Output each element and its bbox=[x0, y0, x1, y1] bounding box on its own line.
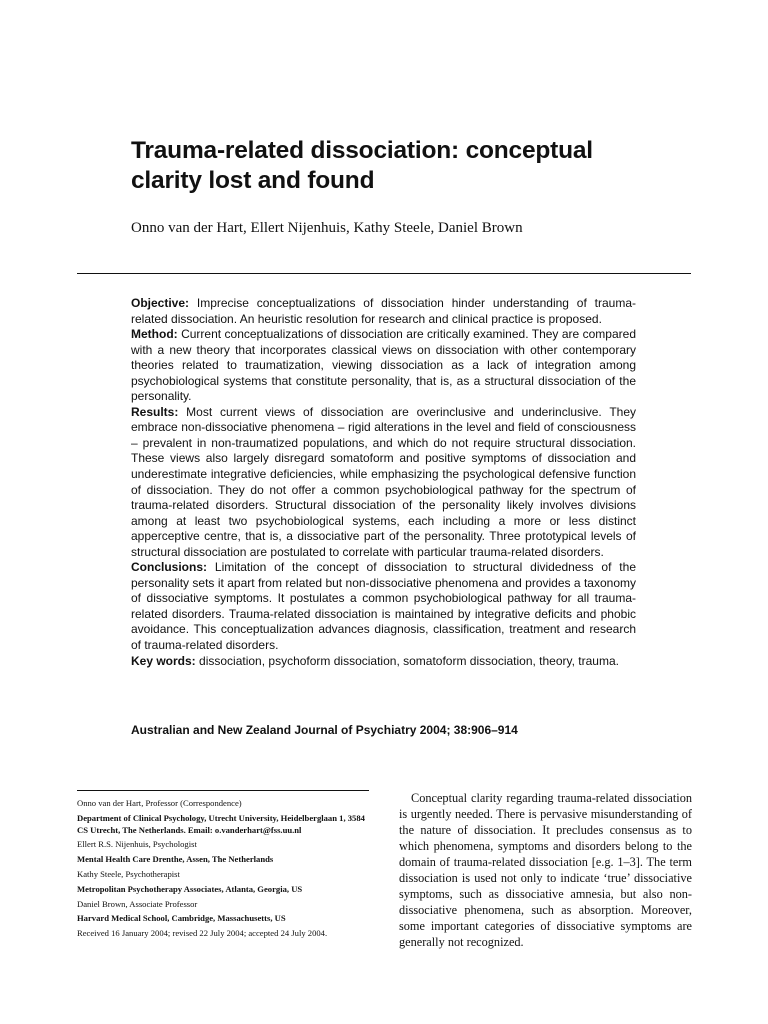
abstract-results bbox=[131, 405, 636, 560]
objective-text: Imprecise conceptualizations of dissociation hinder understanding of trauma-related dissociation. An heuristic resolution for research and clinical practice is proposed. bbox=[131, 296, 636, 326]
journal-citation: Australian and New Zealand Journal of Psychiatry 2004; 38:906–914 bbox=[131, 723, 518, 737]
conclusions-label: Conclusions: bbox=[131, 560, 208, 575]
abstract-conclusions bbox=[131, 560, 636, 653]
keywords-label: Key words: bbox=[131, 653, 196, 668]
abstract-keywords bbox=[131, 654, 636, 670]
abstract-objective bbox=[131, 296, 636, 327]
footnote-received-dates: Received 16 January 2004; revised 22 July 2004; accepted 24 July 2004. bbox=[77, 928, 328, 939]
body-paragraph: Conceptual clarity regarding trauma-related dissociation is urgently needed. There is pervasive misunderstanding of the nature of dissociation. It precludes consensus as to which phenomena, symptoms and disorders belong to the domain of trauma-related dissociation [e.g. 1–3]. The term dissociation is used not only to indicate ‘true’ dissociative symptoms, such as dissociative amnesia, but also non-dissociative phenomena, such as absorption. Moreover, some important categories of dissociative symptoms are generally not recognized. bbox=[399, 791, 692, 949]
footnote-author-4: Daniel Brown, Associate Professor bbox=[77, 898, 198, 909]
footnote-affiliation-2: Mental Health Care Drenthe, Assen, The Netherlands bbox=[77, 854, 274, 865]
method-label: Method: bbox=[131, 327, 178, 342]
footnote-author-2: Ellert R.S. Nijenhuis, Psychologist bbox=[77, 839, 197, 850]
body-text-column bbox=[399, 790, 692, 950]
footnote-author-1: Onno van der Hart, Professor (Correspondence) bbox=[77, 798, 242, 808]
keywords-text: dissociation, psychoform dissociation, somatoform dissociation, theory, trauma. bbox=[195, 653, 619, 668]
author-list: Onno van der Hart, Ellert Nijenhuis, Kathy Steele, Daniel Brown bbox=[131, 220, 523, 236]
method-text: Current conceptualizations of dissociation are critically examined. They are compared with a new theory that incorporates classical views on dissociation with other contemporary theories related to traumatization, viewing dissociation as a lack of integration among psychobiological systems that constitute personality, that is, as a structural dissociation of the personality. bbox=[131, 327, 636, 404]
footnote-affiliation-3: Metropolitan Psychotherapy Associates, Atlanta, Georgia, US bbox=[77, 883, 303, 894]
author-footnotes bbox=[77, 798, 375, 940]
footnote-affiliation-1: Department of Clinical Psychology, Utrecht University, Heidelberglaan 1, 3584 CS Utrecht, The Netherlands. Email: o.vanderhart@fss.uu.nl bbox=[77, 812, 365, 835]
abstract-method bbox=[131, 327, 636, 405]
abstract bbox=[131, 296, 636, 669]
footnote-author-3: Kathy Steele, Psychotherapist bbox=[77, 868, 180, 879]
article-title: Trauma-related dissociation: conceptual clarity lost and found bbox=[131, 137, 593, 194]
objective-label: Objective: bbox=[131, 296, 190, 310]
results-label: Results: bbox=[131, 404, 179, 419]
header-divider bbox=[77, 273, 691, 274]
footnote-divider bbox=[77, 790, 369, 791]
footnote-affiliation-4: Harvard Medical School, Cambridge, Massachusetts, US bbox=[77, 913, 286, 924]
conclusions-text: Limitation of the concept of dissociation to structural dividedness of the personality sets it apart from related but non-dissociative phenomena and provides a taxonomy of dissociative symptoms. It postulates a common psychobiological pathway for all trauma-related disorders. Trauma-related dissociation is maintained by integrative deficits and phobic avoidance. This conceptualization advances diagnosis, classification, treatment and research of trauma-related disorders. bbox=[131, 560, 636, 653]
results-text: Most current views of dissociation are overinclusive and underinclusive. They embrace non-dissociative phenomena – rigid alterations in the level and field of consciousness – prevalent in non-traumatized populations, and which do not require structural dissociation. These views also largely disregard somatoform and positive symptoms of dissociation and underestimate integrative deficiencies, while emphasizing the psychological defensive function of dissociation. They do not offer a common psychobiological pathway for the spectrum of trauma-related disorders. Structural dissociation of the personality likely involves divisions among at least two psychobiological systems, each including a more or less distinct apperceptive centre, that is, a dissociative part of the personality. Three prototypical levels of structural dissociation are postulated to correlate with particular trauma-related disorders. bbox=[131, 404, 636, 559]
